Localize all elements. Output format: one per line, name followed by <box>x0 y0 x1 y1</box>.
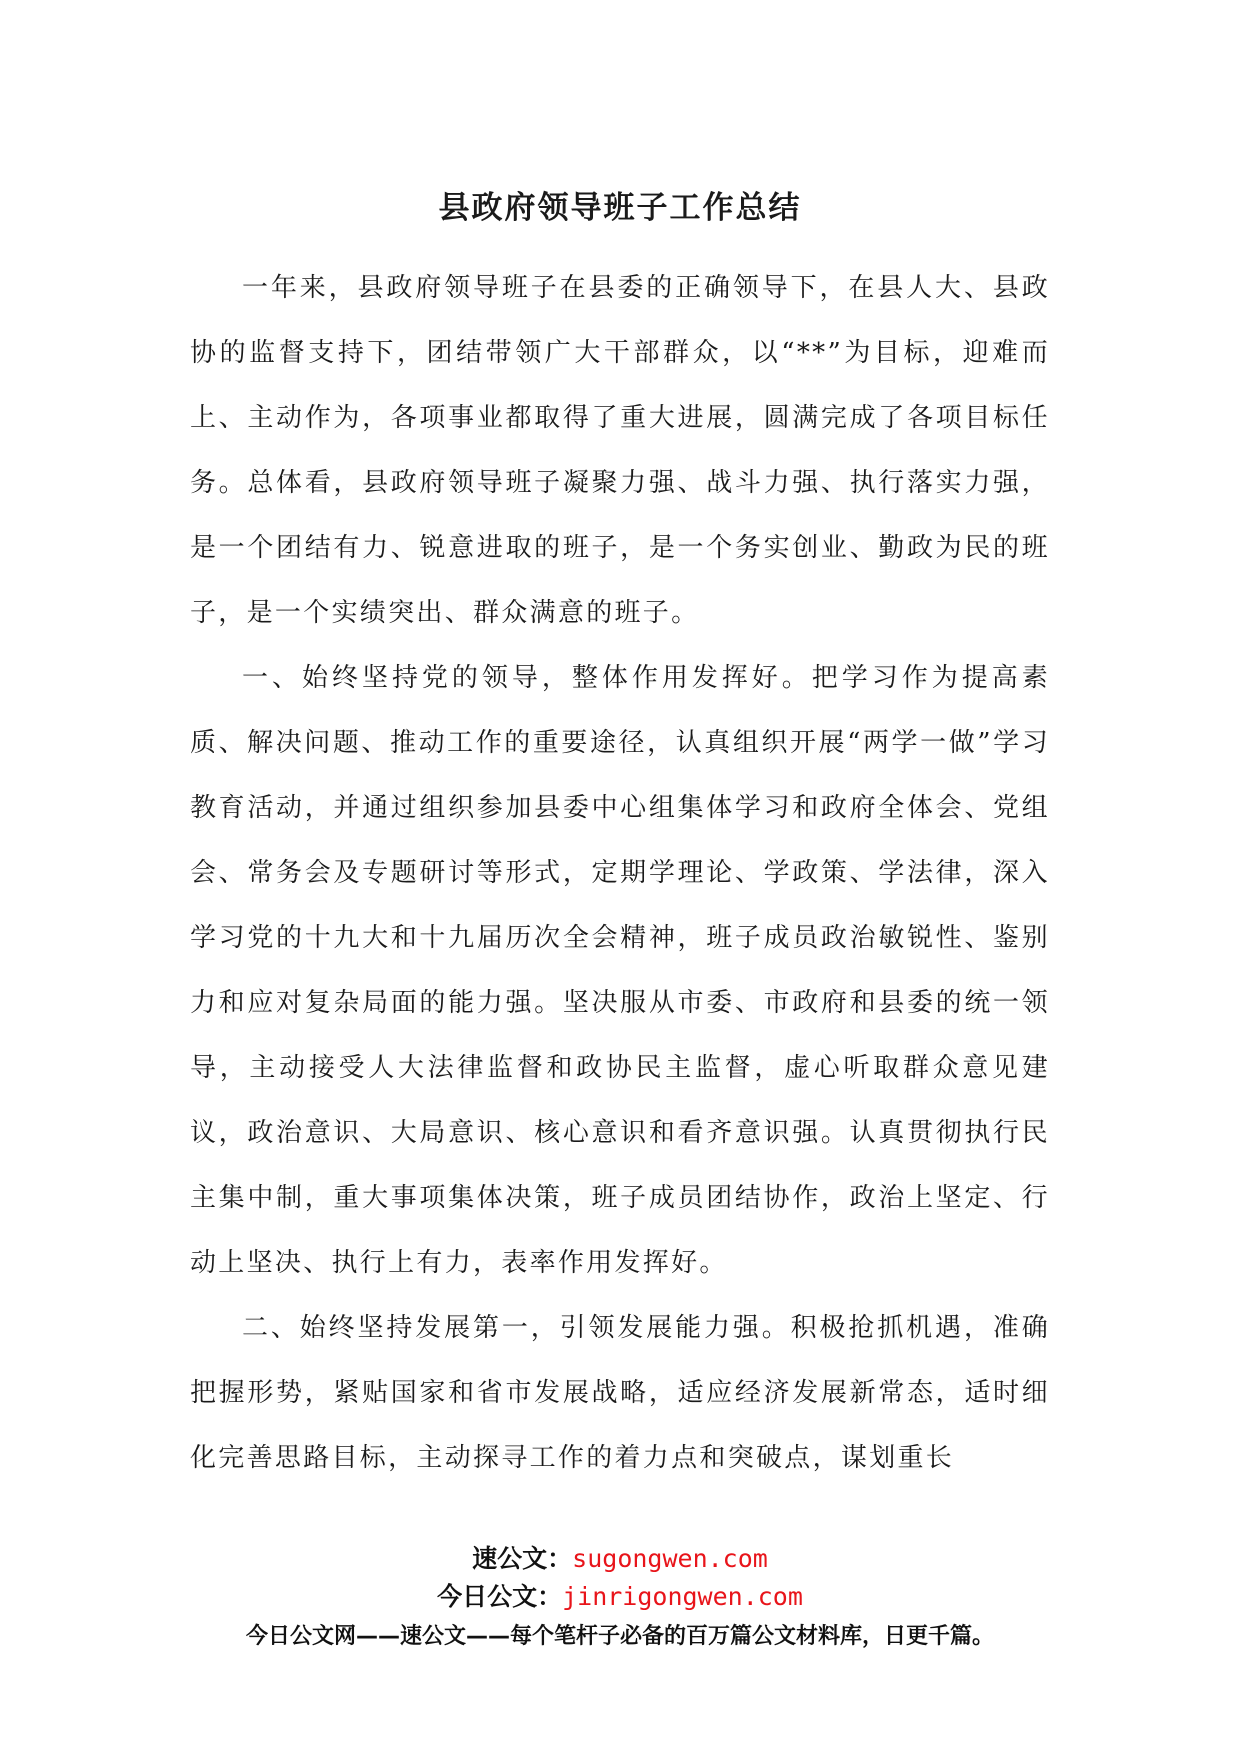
footer-jinrigongwen-link[interactable]: jinrigongwen.com <box>562 1582 803 1611</box>
document-title: 县政府领导班子工作总结 <box>438 190 802 226</box>
paragraph-intro: 一年来，县政府领导班子在县委的正确领导下，在县人大、县政协的监督支持下，团结带领广大干部群众，以“**”为目标，迎难而上、主动作为，各项事业都取得了重大进展，圆满完成了各项目标任务。总体看，县政府领导班子凝聚力强、战斗力强、执行落实力强，是一个团结有力、锐意进取的班子，是一个务实创业、勤政为民的班子，是一个实绩突出、群众满意的班子。 <box>190 273 1050 628</box>
footer-jinrigongwen-label: 今日公文： <box>437 1582 563 1611</box>
document-body <box>190 256 1050 1491</box>
footer-jinrigongwen <box>0 1579 1240 1615</box>
footer-sugongwen <box>0 1541 1240 1577</box>
footer-slogan-text: 今日公文网——速公文——每个笔杆子必备的百万篇公文材料库，日更千篇。 <box>245 1624 994 1649</box>
footer-slogan <box>0 1620 1240 1654</box>
footer-sugongwen-link[interactable]: sugongwen.com <box>572 1544 768 1573</box>
paragraph-section-1: 一、始终坚持党的领导，整体作用发挥好。把学习作为提高素质、解决问题、推动工作的重要途径，认真组织开展“两学一做”学习教育活动，并通过组织参加县委中心组集体学习和政府全体会、党组会、常务会及专题研讨等形式，定期学理论、学政策、学法律，深入学习党的十九大和十九届历次全会精神，班子成员政治敏锐性、鉴别力和应对复杂局面的能力强。坚决服从市委、市政府和县委的统一领导，主动接受人大法律监督和政协民主监督，虚心听取群众意见建议，政治意识、大局意识、核心意识和看齐意识强。认真贯彻执行民主集中制，重大事项集体决策，班子成员团结协作，政治上坚定、行动上坚决、执行上有力，表率作用发挥好。 <box>190 663 1050 1278</box>
footer-sugongwen-label: 速公文： <box>472 1544 573 1573</box>
paragraph-section-2: 二、始终坚持发展第一，引领发展能力强。积极抢抓机遇，准确把握形势，紧贴国家和省市发展战略，适应经济发展新常态，适时细化完善思路目标，主动探寻工作的着力点和突破点，谋划重长 <box>190 1313 1050 1473</box>
